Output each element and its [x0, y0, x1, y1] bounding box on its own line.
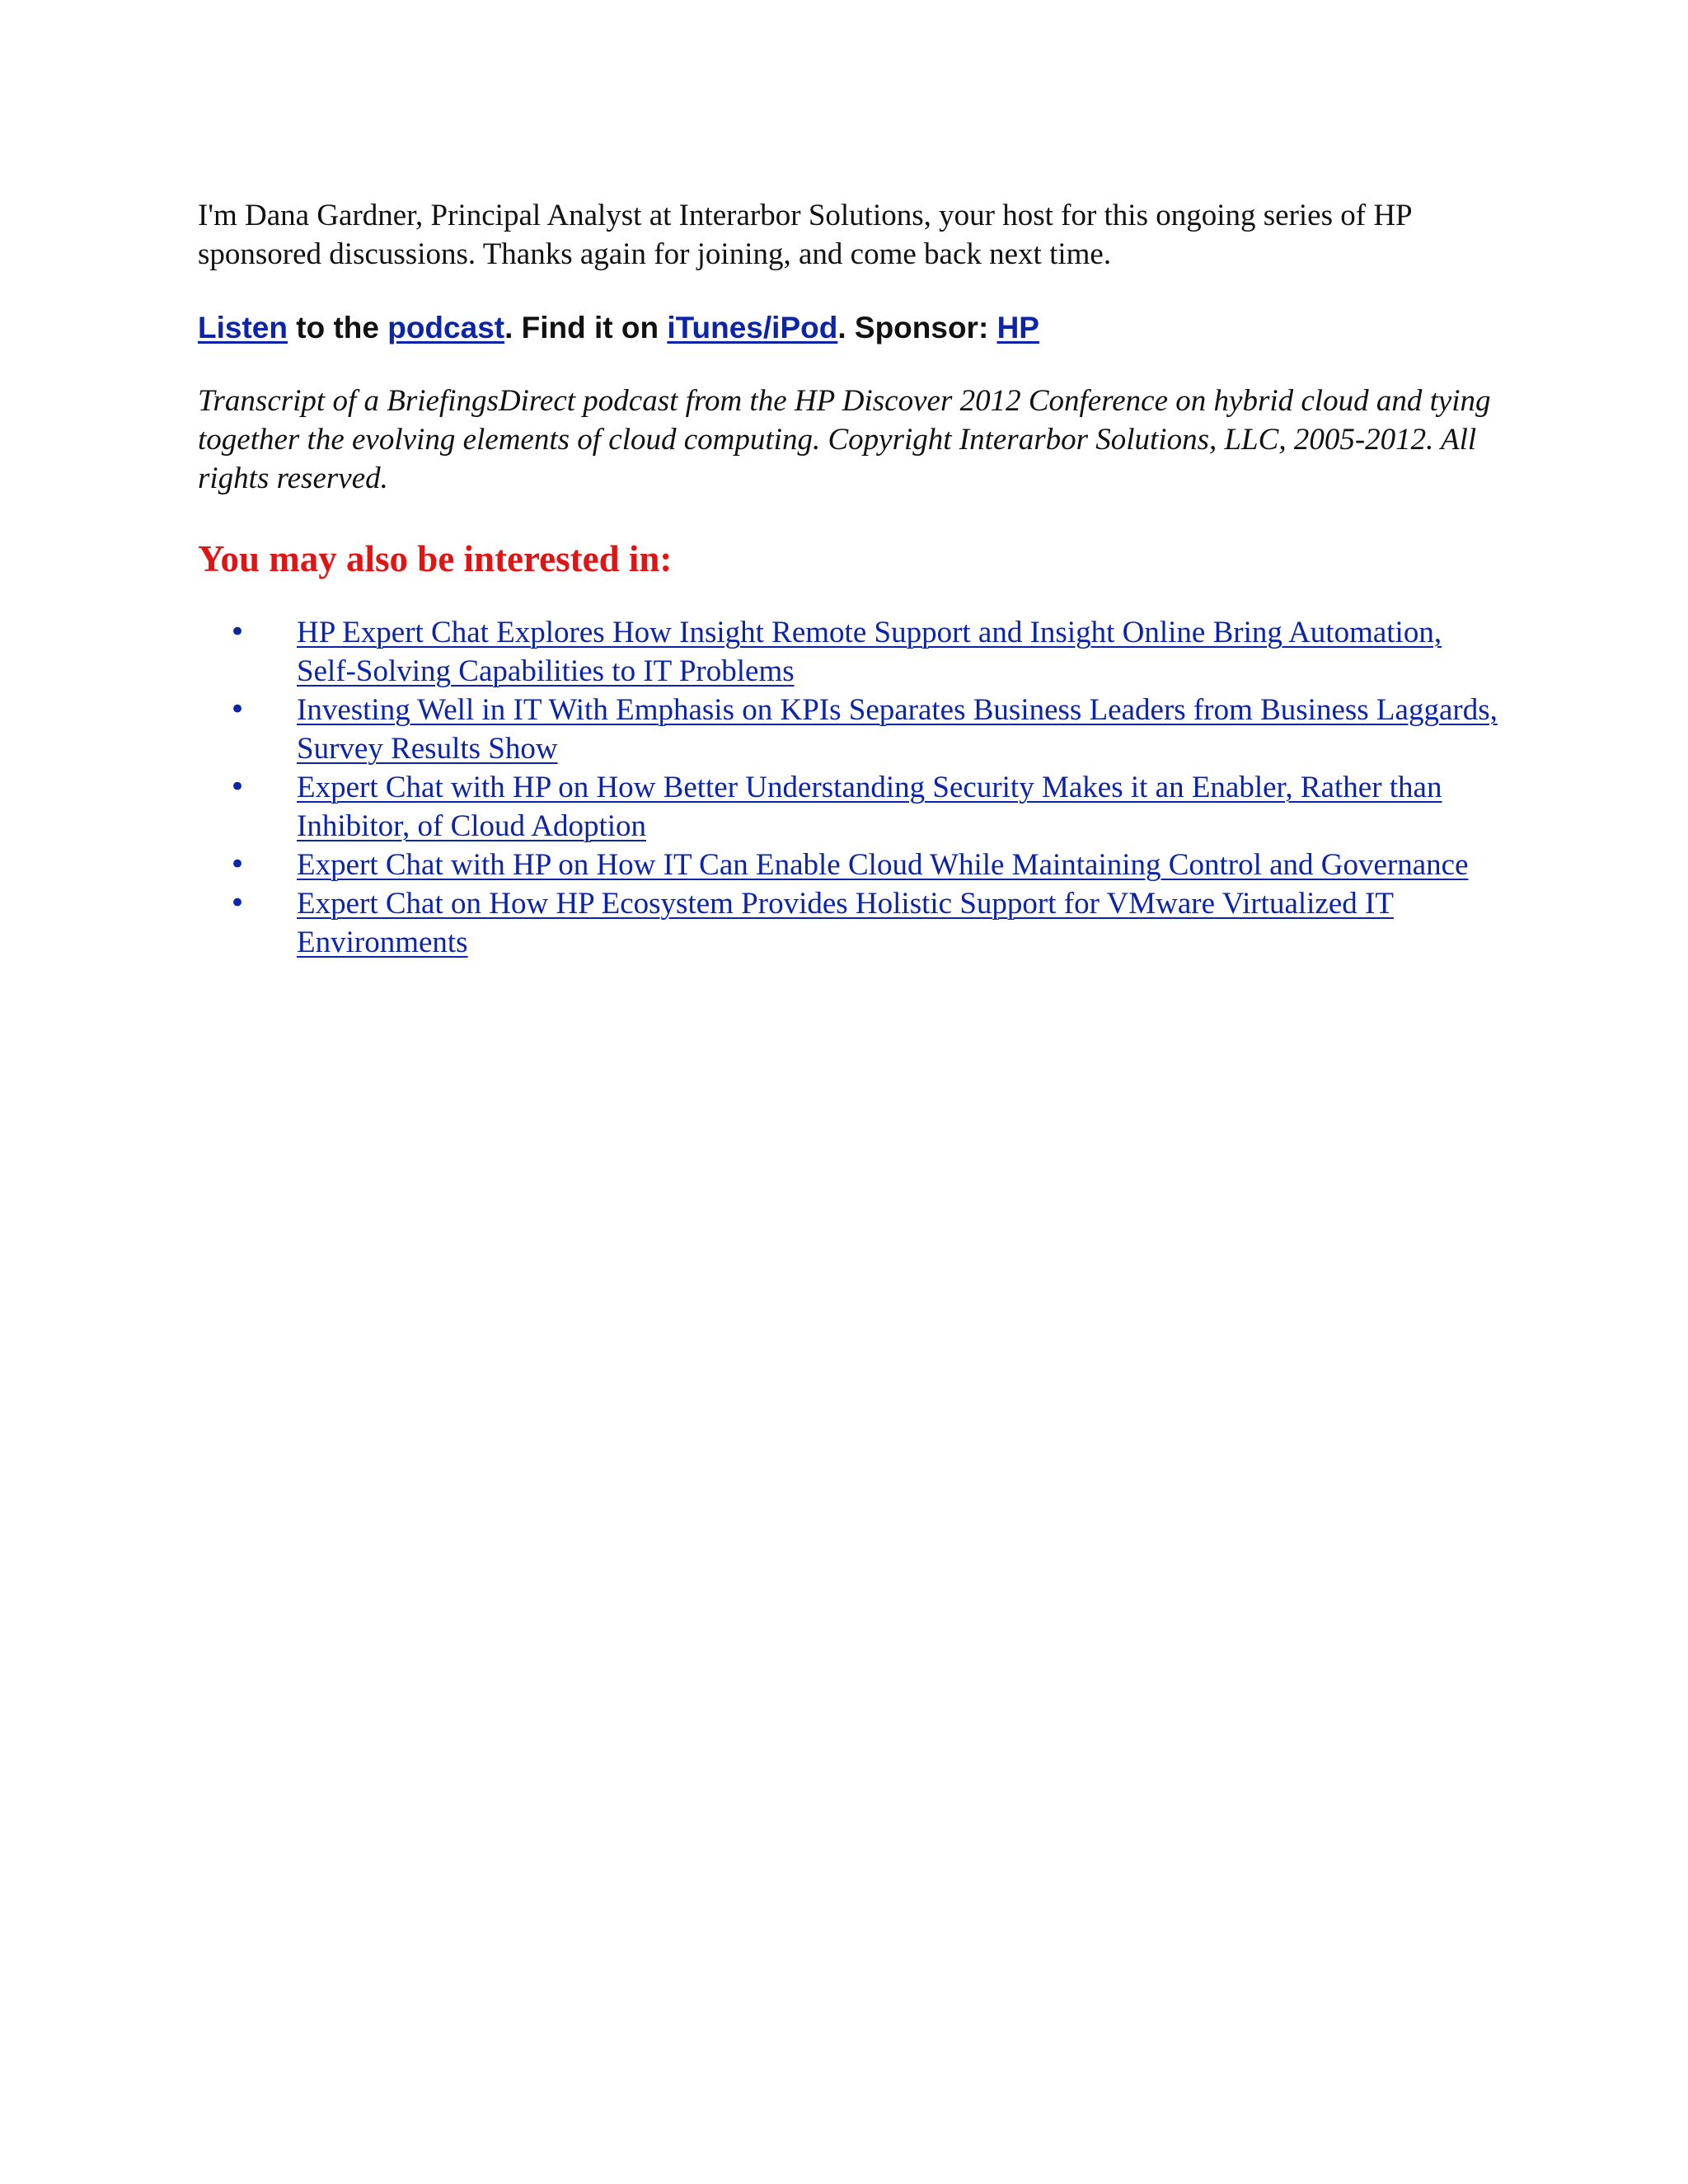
- related-link-5[interactable]: Expert Chat on How HP Ecosystem Provides Holistic Support for VMware Virtualized IT Environments: [297, 887, 1394, 959]
- bullet-icon: •: [229, 771, 246, 804]
- related-link-3[interactable]: Expert Chat with HP on How Better Understanding Security Makes it an Enabler, Rather than Inhibitor, of Cloud Adoption: [297, 771, 1442, 843]
- bullet-icon: •: [229, 616, 246, 649]
- related-link-4[interactable]: Expert Chat with HP on How IT Can Enable Cloud While Maintaining Control and Governance: [297, 848, 1469, 882]
- related-item: [198, 768, 1500, 846]
- closing-paragraph: I'm Dana Gardner, Principal Analyst at Interarbor Solutions, your host for this ongoing series of HP sponsored discussions. Thanks again for joining, and come back next time.: [198, 199, 1412, 271]
- related-link-1[interactable]: HP Expert Chat Explores How Insight Remote Support and Insight Online Bring Automation, Self-Solving Capabilities to IT Problems: [297, 616, 1442, 688]
- listen-text-3: . Sponsor:: [837, 311, 997, 344]
- related-item: [198, 846, 1500, 884]
- sponsor-link[interactable]: HP: [996, 311, 1039, 344]
- listen-line: [198, 308, 1500, 347]
- listen-link[interactable]: Listen: [198, 311, 288, 344]
- document-page: [198, 196, 1500, 962]
- bullet-icon: •: [229, 887, 246, 920]
- related-heading: You may also be interested in:: [198, 538, 673, 579]
- listen-text-2: . Find it on: [504, 311, 668, 344]
- itunes-link[interactable]: iTunes/iPod: [667, 311, 838, 344]
- bullet-icon: •: [229, 848, 246, 881]
- related-item: [198, 884, 1500, 962]
- transcript-note: Transcript of a BriefingsDirect podcast from the HP Discover 2012 Conference on hybrid cloud and tying together the evolving elements of cloud computing. Copyright Interarbor Solutions, LLC, 2005-2012. All rights reserved.: [198, 384, 1491, 495]
- bullet-icon: •: [229, 693, 246, 726]
- related-item: [198, 613, 1500, 691]
- podcast-link[interactable]: podcast: [387, 311, 505, 344]
- listen-text-1: to the: [287, 311, 388, 344]
- related-item: [198, 691, 1500, 768]
- related-link-2[interactable]: Investing Well in IT With Emphasis on KPIs Separates Business Leaders from Business Laggards, Survey Results Show: [297, 693, 1498, 766]
- related-list: [198, 613, 1500, 962]
